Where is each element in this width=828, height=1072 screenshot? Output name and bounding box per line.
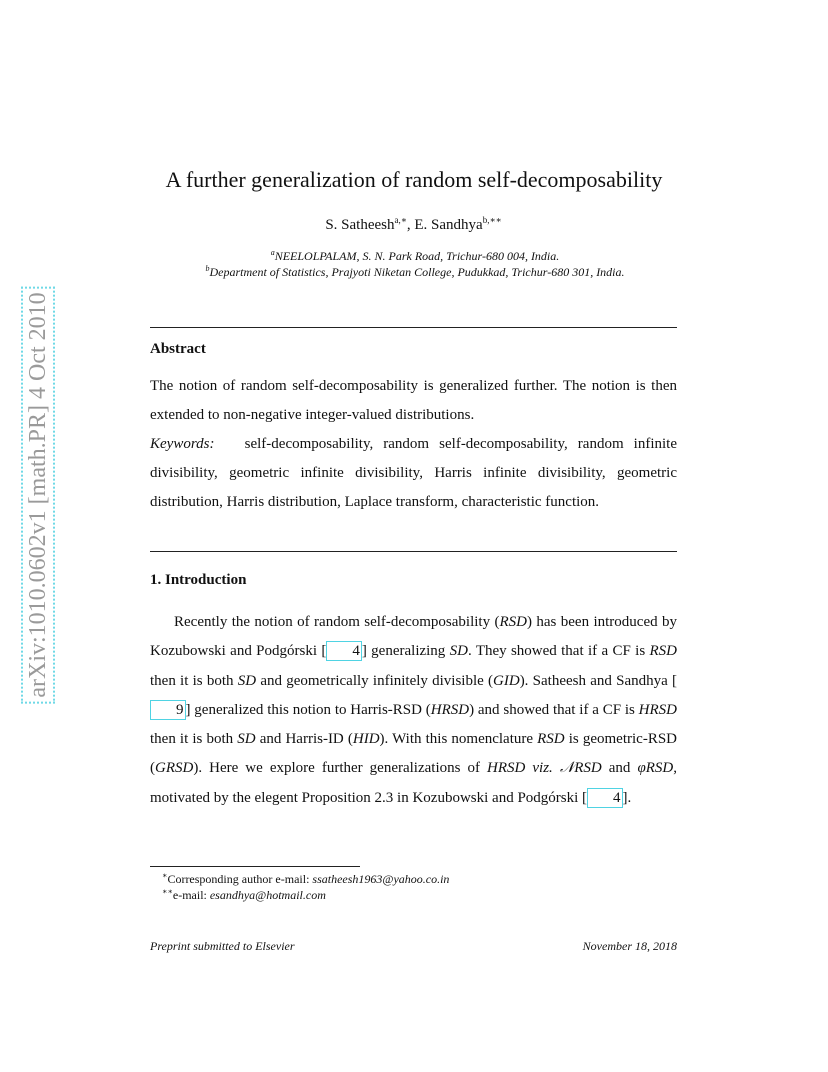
affiliation-mark: b	[205, 264, 210, 273]
abstract-heading: Abstract	[150, 341, 206, 357]
footnote-label: Corresponding author e-mail:	[167, 872, 313, 886]
math-symbol: HRSD	[638, 701, 677, 718]
footnote-email[interactable]: esandhya@hotmail.com	[209, 888, 326, 902]
text-run: is geometric-RSD (	[150, 731, 677, 777]
affiliation-text: NEELOLPALAM, S. N. Park Road, Trichur-680 004, India.	[274, 249, 560, 263]
author-separator: ,	[406, 217, 415, 233]
author-name: S. Satheesh	[325, 217, 395, 233]
affiliation-b	[110, 264, 720, 280]
citation-link[interactable]: 9	[150, 700, 186, 720]
math-symbol: SD	[449, 643, 468, 660]
math-symbol: HRSD viz. 𝒩RSD	[487, 760, 602, 777]
affiliation-mark: a	[270, 248, 275, 257]
footnote-email[interactable]: ssatheesh1963@yahoo.co.in	[312, 872, 450, 886]
preprint-note: Preprint submitted to Elsevier	[150, 939, 295, 953]
footnote-rule	[150, 866, 360, 867]
paper-title: A further generalization of random self-decomposability	[165, 167, 663, 192]
math-symbol: HRSD	[430, 701, 470, 718]
footnote-mark: ∗	[162, 871, 168, 880]
text-run: generalizing	[366, 643, 450, 660]
footnote-mark: ∗∗	[162, 887, 173, 896]
math-symbol: SD	[237, 672, 257, 689]
author-name: E. Sandhya	[414, 217, 483, 233]
keywords-text: self-decomposability, random self-decomposability, random infinite divisibility, geometric infinite divisibility, Harris infinite divisibility, geometric distribution, Harris distribution, Laplace transform, characteristic function.	[150, 436, 677, 510]
text-run: and	[601, 760, 638, 777]
text-run: generalized this notion to Harris-RSD (	[190, 701, 431, 718]
preprint-date: November 18, 2018	[582, 939, 677, 953]
abstract-top-rule	[150, 327, 677, 328]
text-run: ) and showed that if a CF is	[469, 701, 639, 718]
text-run: then it is both	[150, 672, 238, 689]
citation-link[interactable]: 4	[326, 641, 362, 661]
text-run: ). Here we explore further generalizations of	[193, 760, 488, 777]
text-run: then it is both	[150, 731, 238, 748]
math-symbol: GID	[493, 672, 520, 689]
footnote-email-second-author	[162, 887, 326, 903]
text-run: .	[627, 789, 632, 806]
abstract-body	[150, 372, 677, 517]
math-symbol: RSD	[499, 614, 527, 630]
footnote-corresponding-author	[162, 871, 449, 887]
math-symbol: HID	[352, 731, 380, 748]
abstract-text: The notion of random self-decomposability is generalized further. The notion is then extended to non-negative integer-valued distributions.	[150, 378, 677, 423]
text-run: , motivated by the elegent Proposition 2.3 in Kozubowski and Podgórski	[150, 760, 677, 806]
affiliation-a	[110, 248, 720, 264]
math-symbol: GRSD	[155, 760, 194, 777]
author-line	[150, 215, 677, 234]
text-run: and Harris-ID (	[255, 731, 353, 748]
arxiv-identifier-stamp[interactable]: arXiv:1010.0602v1 [math.PR] 4 Oct 2010	[21, 286, 55, 703]
keywords-label: Keywords:	[150, 436, 215, 452]
text-run: ) has been introduced by Kozubowski and Podgórski	[150, 614, 678, 660]
text-run: ). Satheesh and Sandhya	[519, 672, 672, 689]
math-symbol: RSD	[537, 731, 565, 748]
author-affiliation-mark: a,∗	[394, 215, 407, 225]
text-run: Recently the notion of random self-decomposability (	[174, 614, 500, 630]
introduction-paragraph: Recently the notion of random self-decomposability (RSD) has been introduced by Kozubowski and Podgórski [ 4 ] generalizing SD. They showed that if a CF is RSD then it is both SD and geometrically infinitely divisible (GID). Satheesh and Sandhya [9 ] generalized this notion to Harris-RSD (HRSD) and showed that if a CF is HRSD then it is both SD and Harris-ID (HID). With this nomenclature RSD is geometric-RSD (GRSD). Here we explore further generalizations of HRSD viz. 𝒩RSD and φRSD, motivated by the elegent Proposition 2.3 in Kozubowski and Podgórski [ 4 ].	[150, 614, 678, 806]
abstract-bottom-rule	[150, 551, 677, 552]
affiliation-text: Department of Statistics, Prajyoti Niketan College, Pudukkad, Trichur-680 301, India.	[209, 265, 625, 279]
math-symbol: RSD	[649, 643, 677, 660]
citation-link[interactable]: 4	[587, 788, 623, 808]
math-symbol: SD	[237, 731, 256, 748]
section-heading-introduction: 1. Introduction	[150, 572, 247, 588]
text-run: and geometrically infinitely divisible (	[256, 672, 494, 689]
math-symbol: φRSD	[637, 760, 674, 777]
text-run: ). With this nomenclature	[379, 731, 538, 748]
footnote-label: e-mail:	[172, 888, 210, 902]
text-run: . They showed that if a CF is	[468, 643, 650, 660]
author-affiliation-mark: b,∗∗	[482, 215, 502, 225]
